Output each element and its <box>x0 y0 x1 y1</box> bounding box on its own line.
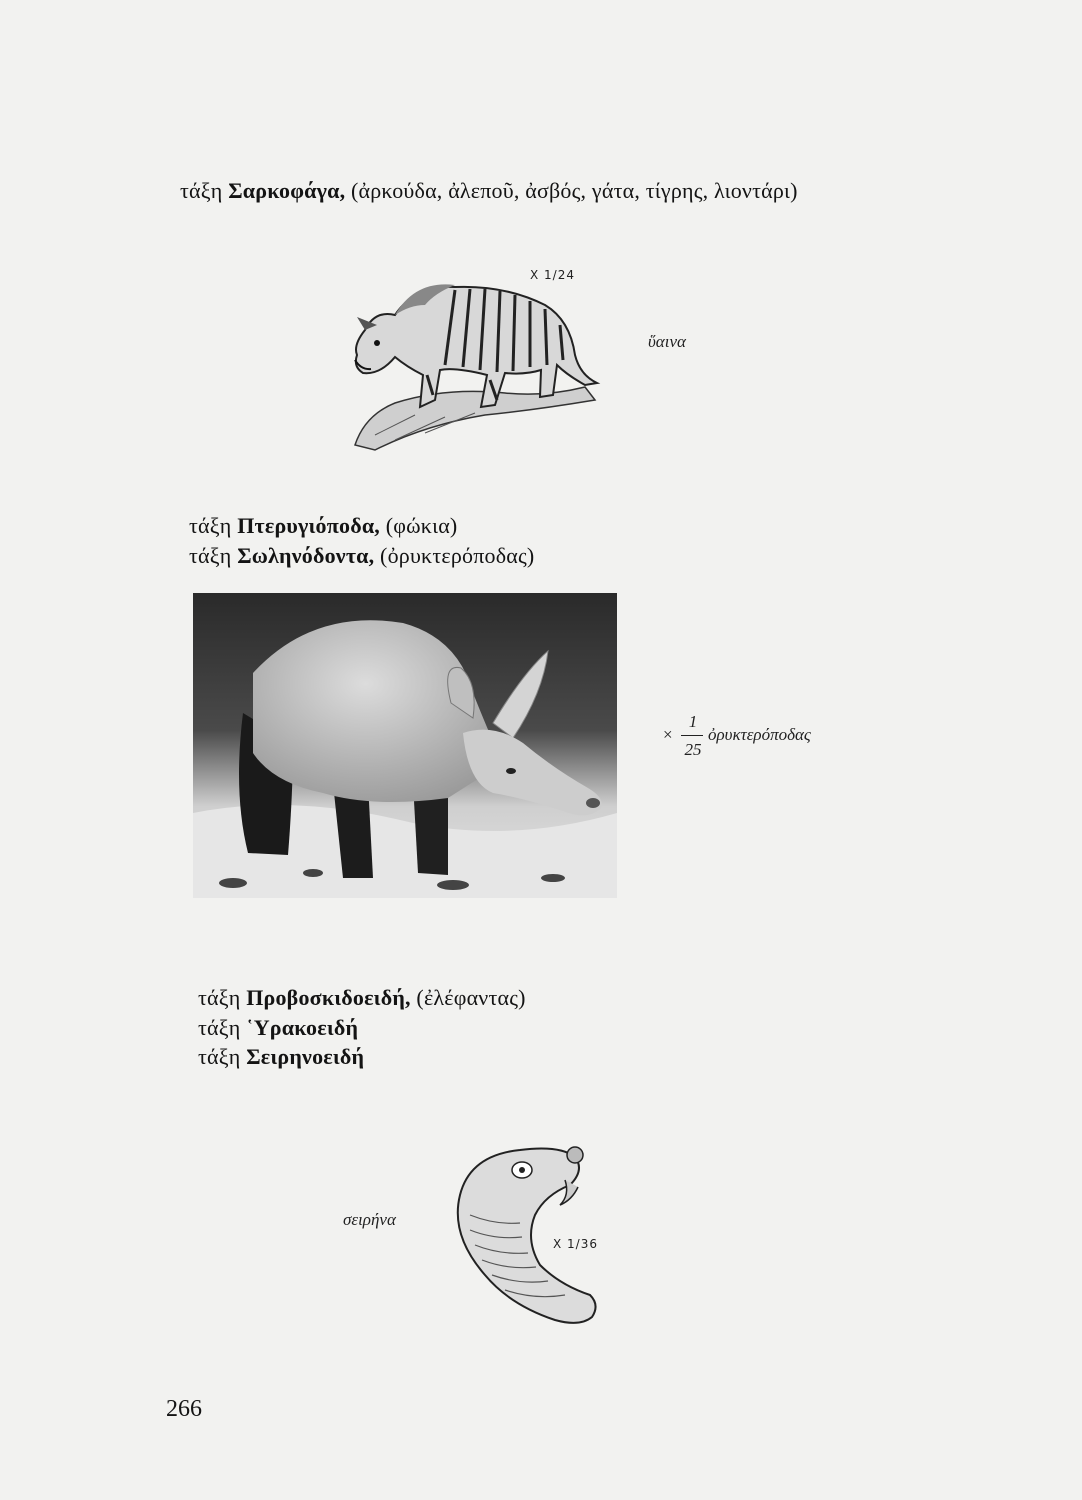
order-name: Σωληνόδοντα, <box>237 543 375 568</box>
order-prefix: τάξη <box>189 543 238 568</box>
order-examples: (ὀρυκτερόποδας) <box>374 543 535 568</box>
order-proboscidea-line <box>198 985 526 1011</box>
aardvark-scale-fraction-bar <box>681 735 703 736</box>
order-tubulidentata-line <box>189 543 534 569</box>
order-pinnipedia-line <box>189 513 457 539</box>
order-name: Πτερυγιόποδα, <box>237 513 380 538</box>
page-number: 266 <box>166 1396 202 1422</box>
order-sirenia-line <box>198 1044 364 1070</box>
siren-scale: X 1/36 <box>553 1237 598 1251</box>
order-hyracoidea-line <box>198 1015 358 1041</box>
order-examples: (ἐλέφαντας) <box>410 985 526 1010</box>
hyena-scale: X 1/24 <box>530 268 575 282</box>
order-name: Προβοσκιδοειδή, <box>246 985 411 1010</box>
siren-caption: σειρήνα <box>343 1210 396 1229</box>
order-examples: (φώκια) <box>380 513 458 538</box>
siren-illustration <box>440 1135 600 1330</box>
aardvark-caption: ὀρυκτερόποδας <box>708 725 811 744</box>
aardvark-scale-symbol: × <box>663 725 673 744</box>
order-prefix: τάξη <box>198 1015 247 1040</box>
order-examples: (ἀρκούδα, ἀλεποῦ, ἀσβός, γάτα, τίγρης, λιοντάρι) <box>345 178 798 203</box>
order-carnivora-line <box>180 178 798 204</box>
aardvark-photo <box>193 593 617 898</box>
order-prefix: τάξη <box>189 513 238 538</box>
order-prefix: τάξη <box>198 985 247 1010</box>
order-name: Σαρκοφάγα, <box>228 178 346 203</box>
aardvark-scale-numerator: 1 <box>688 712 698 731</box>
order-prefix: τάξη <box>180 178 229 203</box>
order-prefix: τάξη <box>198 1044 247 1069</box>
order-name: ῾Υρακοειδή <box>246 1015 359 1040</box>
hyena-caption: ὕαινα <box>648 332 686 351</box>
aardvark-scale-denominator: 25 <box>684 740 702 759</box>
hyena-illustration <box>335 275 615 455</box>
order-name: Σειρηνοειδή <box>246 1044 365 1069</box>
